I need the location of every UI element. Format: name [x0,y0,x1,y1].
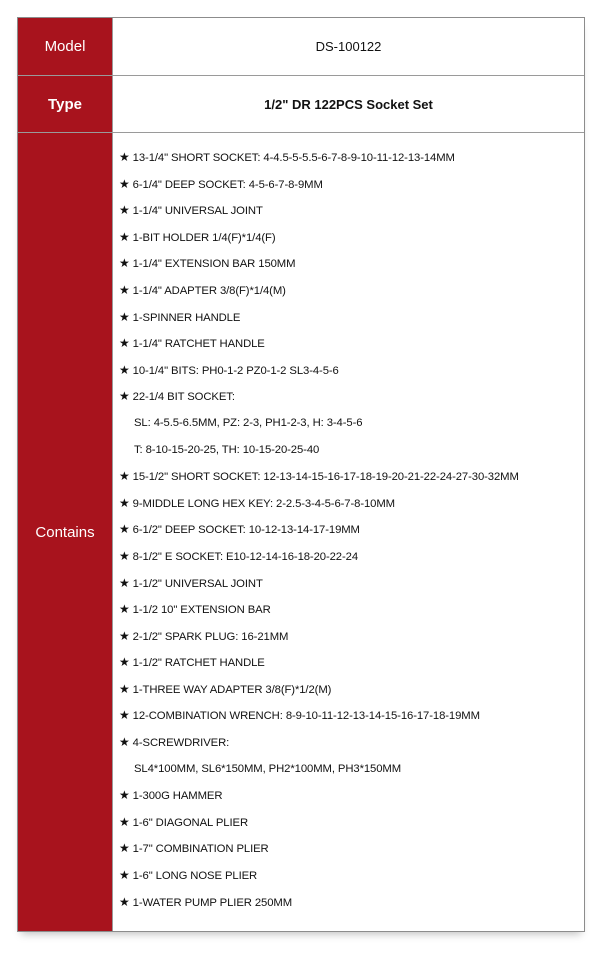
contents-item-text: 6-1/2" DEEP SOCKET: 10-12-13-14-17-19MM [132,524,360,537]
contents-item-text: 1-7" COMBINATION PLIER [132,843,269,856]
contents-item [119,702,584,729]
star-icon: ★ [119,522,130,537]
contents-item [119,729,584,756]
model-label: Model [18,18,112,75]
type-label: Type [18,76,112,132]
contents-item [119,410,584,437]
contents-item [119,516,584,543]
contents-list [112,133,584,931]
contents-item-text: 1-SPINNER HANDLE [132,311,241,324]
contents-item [119,171,584,198]
contents-item [119,889,584,916]
star-icon: ★ [119,735,130,750]
star-icon: ★ [119,469,130,484]
star-icon: ★ [119,814,130,829]
star-icon: ★ [119,681,130,696]
contents-item [119,383,584,410]
contents-item [119,304,584,331]
star-icon: ★ [119,602,130,617]
contents-item [119,357,584,384]
star-icon: ★ [119,176,130,191]
contents-item-text: 1-300G HAMMER [132,790,223,803]
contents-item [119,596,584,623]
star-icon: ★ [119,336,130,351]
contents-item [119,437,584,464]
star-icon: ★ [119,548,130,563]
contents-item-text: 6-1/4" DEEP SOCKET: 4-5-6-7-8-9MM [132,178,323,191]
star-icon: ★ [119,575,130,590]
contents-item-text: 1-BIT HOLDER 1/4(F)*1/4(F) [132,231,276,244]
star-icon: ★ [119,708,130,723]
contents-item [119,224,584,251]
star-icon: ★ [119,868,130,883]
model-value: DS-100122 [112,18,584,75]
star-icon: ★ [119,362,130,377]
contents-item-text: 22-1/4 BIT SOCKET: [132,391,235,404]
contents-item [119,809,584,836]
model-row [18,18,584,76]
contains-row [18,133,584,931]
star-icon: ★ [119,229,130,244]
contents-item [119,543,584,570]
spec-table [17,17,585,932]
contents-item-text: 15-1/2" SHORT SOCKET: 12-13-14-15-16-17-18-19-20-21-22-24-27-30-32MM [132,471,519,484]
contents-item-text: 1-1/4" EXTENSION BAR 150MM [132,258,296,271]
contents-item-text: T: 8-10-15-20-25, TH: 10-15-20-25-40 [134,443,320,456]
contents-item [119,197,584,224]
contents-item-text: 1-1/2" RATCHET HANDLE [132,657,265,670]
contents-item [119,835,584,862]
contents-item-text: SL: 4-5.5-6.5MM, PZ: 2-3, PH1-2-3, H: 3-4-5-6 [134,416,363,429]
star-icon: ★ [119,256,130,271]
star-icon: ★ [119,203,130,218]
contents-item-text: 12-COMBINATION WRENCH: 8-9-10-11-12-13-14-15-16-17-18-19MM [132,710,480,723]
contents-item-text: 1-1/2" UNIVERSAL JOINT [132,577,263,590]
contents-item [119,756,584,783]
contents-item-text: 1-6" DIAGONAL PLIER [132,816,248,829]
contents-item [119,623,584,650]
contents-item [119,676,584,703]
star-icon: ★ [119,788,130,803]
contents-item-text: 1-THREE WAY ADAPTER 3/8(F)*1/2(M) [132,683,332,696]
star-icon: ★ [119,309,130,324]
contents-item [119,250,584,277]
contents-item-text: 1-WATER PUMP PLIER 250MM [132,896,293,909]
contents-item [119,490,584,517]
contents-item-text: 8-1/2" E SOCKET: E10-12-14-16-18-20-22-24 [132,550,359,563]
contents-item [119,144,584,171]
contents-item-text: SL4*100MM, SL6*150MM, PH2*100MM, PH3*150MM [134,762,402,775]
star-icon: ★ [119,655,130,670]
contents-item-text: 1-1/2 10" EXTENSION BAR [132,604,271,617]
contents-item [119,330,584,357]
contents-item-text: 9-MIDDLE LONG HEX KEY: 2-2.5-3-4-5-6-7-8-10MM [132,497,395,510]
contents-item [119,463,584,490]
star-icon: ★ [119,841,130,856]
contents-item-text: 2-1/2" SPARK PLUG: 16-21MM [132,630,289,643]
contains-label: Contains [18,133,112,931]
type-value: 1/2" DR 122PCS Socket Set [112,76,584,132]
contents-item-text: 1-6" LONG NOSE PLIER [132,870,258,883]
contents-item-text: 10-1/4" BITS: PH0-1-2 PZ0-1-2 SL3-4-5-6 [132,364,339,377]
type-row [18,76,584,133]
star-icon: ★ [119,894,130,909]
contents-item-text: 1-1/4" RATCHET HANDLE [132,338,265,351]
star-icon: ★ [119,150,130,164]
star-icon: ★ [119,389,130,404]
contents-item-text: 1-1/4" UNIVERSAL JOINT [132,205,263,218]
contents-item [119,862,584,889]
contents-item [119,570,584,597]
contents-item [119,782,584,809]
contents-item-text: 13-1/4" SHORT SOCKET: 4-4.5-5-5.5-6-7-8-9-10-11-12-13-14MM [132,152,455,164]
contents-item-text: 4-SCREWDRIVER: [132,737,230,750]
star-icon: ★ [119,495,130,510]
contents-item [119,649,584,676]
contents-item [119,277,584,304]
star-icon: ★ [119,282,130,297]
contents-item-text: 1-1/4" ADAPTER 3/8(F)*1/4(M) [132,284,286,297]
star-icon: ★ [119,628,130,643]
